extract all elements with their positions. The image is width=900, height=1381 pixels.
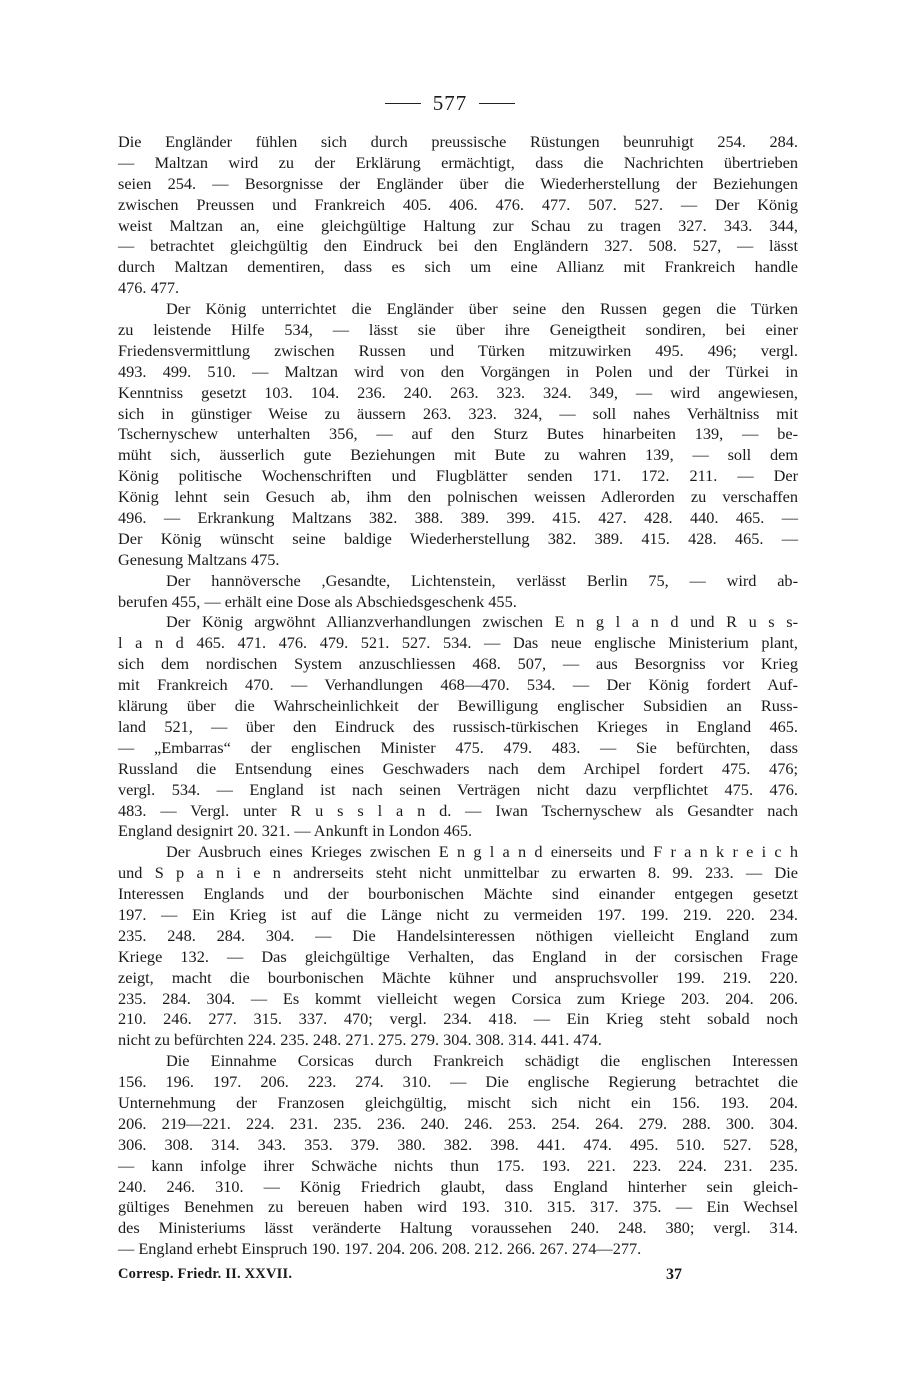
header-right-rule: [479, 103, 515, 104]
page-number: 577: [432, 91, 468, 115]
text-line: gültiges Benehmen zu bereuen haben wird 193. 310. 315. 317. 375. — Ein Wechsel: [118, 1197, 798, 1217]
text-line: 156. 196. 197. 206. 223. 274. 310. — Die englische Regierung betrachtet die: [118, 1072, 798, 1092]
text-line: Kriege 132. — Das gleichgültige Verhalten, das England in der corsischen Frage: [118, 946, 798, 966]
text-line: und S p a n i e n andrerseits steht nicht unmittelbar zu erwarten 8. 99. 233. — Die: [118, 863, 798, 883]
header-left-rule: [385, 103, 421, 104]
text-line: Friedensvermittlung zwischen Russen und Türken mitzuwirken 495. 496; vergl.: [118, 340, 798, 360]
text-line: — betrachtet gleichgültig den Eindruck bei den Engländern 327. 508. 527, — lässt: [118, 236, 798, 256]
text-line: klärung über die Wahrscheinlichkeit der Bewilligung englischer Subsidien an Russ-: [118, 696, 798, 716]
text-line: land 521, — über den Eindruck des russisch-türkischen Krieges in England 465.: [118, 716, 798, 736]
text-line: sich in günstiger Weise zu äussern 263. 323. 324, — soll nahes Verhältniss mit: [118, 403, 798, 423]
page-header: [0, 91, 900, 116]
text-line: 483. — Vergl. unter R u s s l a n d. — Iwan Tschernyschew als Gesandter nach: [118, 800, 798, 820]
text-line: Der König wünscht seine baldige Wiederherstellung 382. 389. 415. 428. 465. —: [118, 528, 798, 548]
text-line: weist Maltzan an, eine gleichgültige Haltung zur Schau zu tragen 327. 343. 344,: [118, 215, 798, 235]
text-line: 235. 284. 304. — Es kommt vielleicht wegen Corsica zum Kriege 203. 204. 206.: [118, 988, 798, 1008]
text-line: 496. — Erkrankung Maltzans 382. 388. 389. 399. 415. 427. 428. 440. 465. —: [118, 508, 798, 528]
text-line: — kann infolge ihrer Schwäche nichts thun 175. 193. 221. 223. 224. 231. 235.: [118, 1155, 798, 1175]
text-line: mit Frankreich 470. — Verhandlungen 468—470. 534. — Der König fordert Auf-: [118, 675, 798, 695]
text-line: zu leistende Hilfe 534, — lässt sie über ihre Geneigtheit sondiren, bei einer: [118, 320, 798, 340]
paragraph: [118, 842, 798, 1051]
text-line: seien 254. — Besorgnisse der Engländer über die Wiederherstellung der Beziehungen: [118, 173, 798, 193]
text-line: berufen 455, — erhält eine Dose als Abschiedsgeschenk 455.: [118, 591, 517, 611]
text-line: Der hannöversche ,Gesandte, Lichtenstein, verlässt Berlin 75, — wird ab-: [166, 570, 798, 590]
text-line: — „Embarras“ der englischen Minister 475. 479. 483. — Sie befürchten, dass: [118, 737, 798, 757]
text-line: sich dem nordischen System anzuschliessen 468. 507, — aus Besorgniss vor Krieg: [118, 654, 798, 674]
paragraph: [118, 571, 798, 613]
text-line: König lehnt sein Gesuch ab, ihm den polnischen weissen Adlerorden zu verschaffen: [118, 487, 798, 507]
text-line: durch Maltzan dementiren, dass es sich um eine Allianz mit Frankreich handle: [118, 257, 798, 277]
text-line: 493. 499. 510. — Maltzan wird von den Vorgängen in Polen und der Türkei in: [118, 361, 798, 381]
paragraph: [118, 1051, 798, 1260]
text-line: Russland die Entsendung eines Geschwaders nach dem Archipel fordert 475. 476;: [118, 758, 798, 778]
text-line: des Ministeriums lässt veränderte Haltung voraussehen 240. 248. 380; vergl. 314.: [118, 1218, 798, 1238]
text-line: 240. 246. 310. — König Friedrich glaubt, dass England hinterher sein gleich-: [118, 1176, 798, 1196]
text-line: l a n d 465. 471. 476. 479. 521. 527. 534. — Das neue englische Ministerium plant,: [118, 633, 798, 653]
text-line: 306. 308. 314. 343. 353. 379. 380. 382. 398. 441. 474. 495. 510. 527. 528,: [118, 1134, 798, 1154]
text-line: 235. 248. 284. 304. — Die Handelsinteressen nöthigen vielleicht England zum: [118, 925, 798, 945]
text-line: zwischen Preussen und Frankreich 405. 406. 476. 477. 507. 527. — Der König: [118, 194, 798, 214]
text-line: 206. 219—221. 224. 231. 235. 236. 240. 246. 253. 254. 264. 279. 288. 300. 304.: [118, 1113, 798, 1133]
paragraph: [118, 612, 798, 842]
text-line: König politische Wochenschriften und Flugblätter senden 171. 172. 211. — Der: [118, 466, 798, 486]
text-line: nicht zu befürchten 224. 235. 248. 271. 275. 279. 304. 308. 314. 441. 474.: [118, 1030, 602, 1050]
text-line: 476. 477.: [118, 278, 180, 298]
text-line: Kenntniss gesetzt 103. 104. 236. 240. 263. 323. 324. 349, — wird angewiesen,: [118, 382, 798, 402]
text-line: Der König argwöhnt Allianzverhandlungen zwischen E n g l a n d und R u s s-: [166, 612, 798, 632]
text-line: — Maltzan wird zu der Erklärung ermächtigt, dass die Nachrichten übertrieben: [118, 152, 798, 172]
text-line: England designirt 20. 321. — Ankunft in London 465.: [118, 821, 473, 841]
text-line: 197. — Ein Krieg ist auf die Länge nicht zu vermeiden 197. 199. 219. 220. 234.: [118, 904, 798, 924]
paragraph: [118, 132, 798, 299]
text-line: — England erhebt Einspruch 190. 197. 204. 206. 208. 212. 266. 267. 274—277.: [118, 1239, 642, 1259]
text-line: müht sich, äusserlich gute Beziehungen mit Bute zu wahren 139, — soll dem: [118, 445, 798, 465]
text-line: Tschernyschew unterhalten 356, — auf den Sturz Butes hinarbeiten 139, — be-: [118, 424, 798, 444]
paragraph: [118, 299, 798, 571]
text-line: Der König unterrichtet die Engländer über seine den Russen gegen die Türken: [166, 299, 798, 319]
text-line: Der Ausbruch eines Krieges zwischen E n g l a n d einerseits und F r a n k r e i c h: [166, 842, 798, 862]
text-line: zeigt, macht die bourbonischen Mächte kühner und anspruchsvoller 199. 219. 220.: [118, 967, 798, 987]
sheet-number: 37: [666, 1266, 682, 1283]
text-line: Unternehmung der Franzosen gleichgültig, mischt sich nicht ein 156. 193. 204.: [118, 1092, 798, 1112]
body-text: [118, 132, 798, 1260]
text-line: Interessen Englands und der bourbonischen Mächte sind einander entgegen gesetzt: [118, 884, 798, 904]
printer-signature: Corresp. Friedr. II. XXVII.: [118, 1266, 293, 1282]
text-line: Die Einnahme Corsicas durch Frankreich schädigt die englischen Interessen: [166, 1051, 798, 1071]
text-line: 210. 246. 277. 315. 337. 470; vergl. 234. 418. — Ein Krieg steht sobald noch: [118, 1009, 798, 1029]
text-line: vergl. 534. — England ist nach seinen Verträgen nicht dazu verpflichtet 475. 476.: [118, 779, 798, 799]
text-line: Die Engländer fühlen sich durch preussische Rüstungen beunruhigt 254. 284.: [118, 132, 798, 151]
text-line: Genesung Maltzans 475.: [118, 549, 280, 569]
